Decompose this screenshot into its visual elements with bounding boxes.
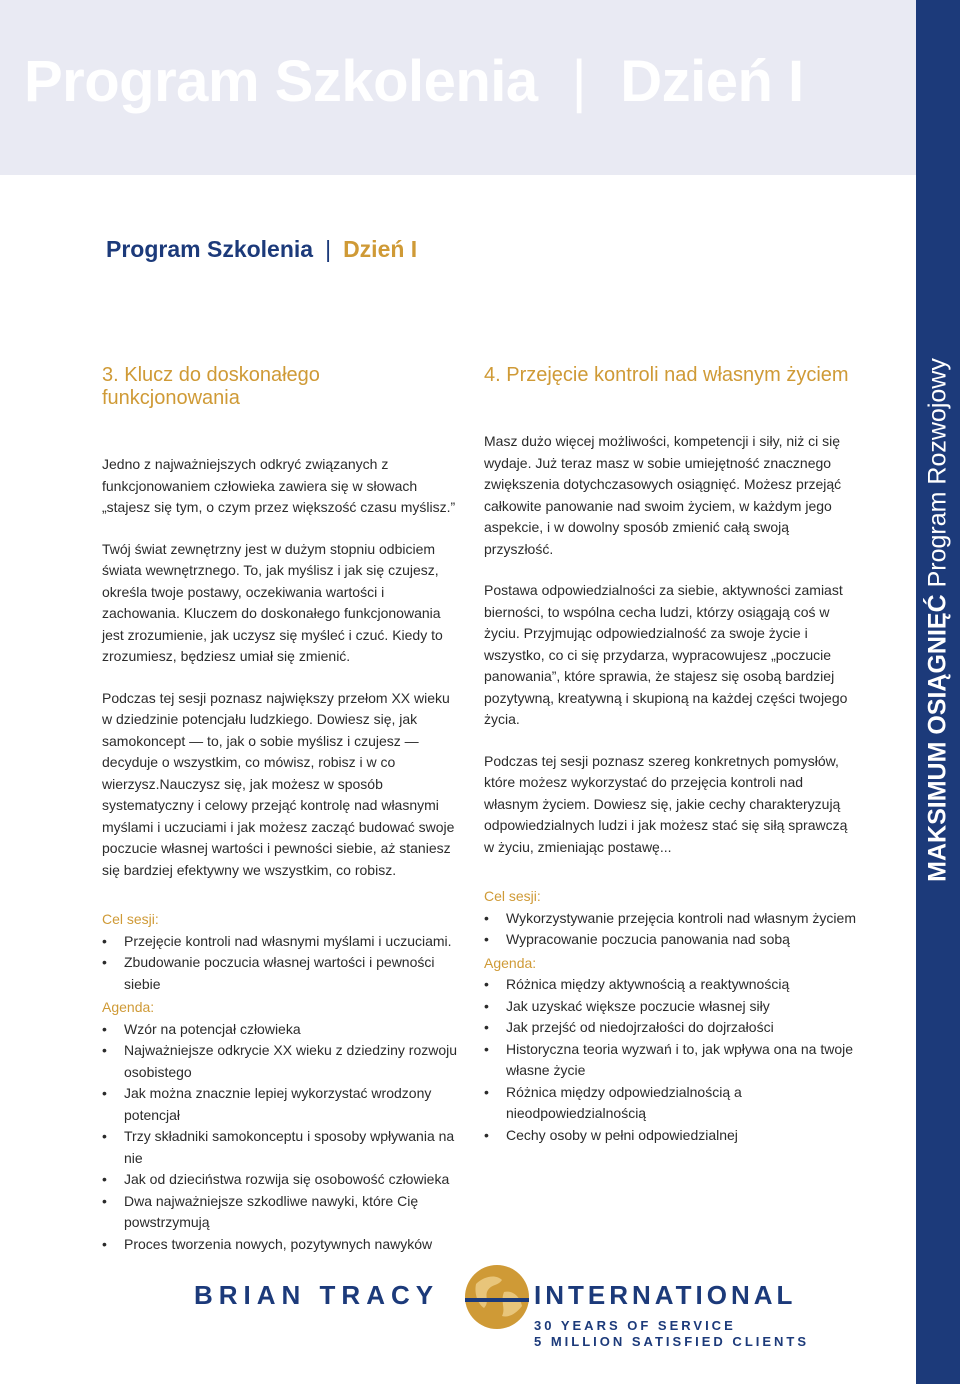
header-title-main: Program Szkolenia [24,49,538,114]
sidebar-label [924,358,953,882]
right-goal-label: Cel sesji: [484,888,541,904]
brand-name-left: BRIAN TRACY [194,1280,440,1310]
header-title [24,48,804,115]
list-item: • Różnica między aktywnością a reaktywnością [484,974,858,996]
header-band [0,0,916,175]
page-title-main: Program Szkolenia [106,236,314,262]
list-item: • Wzór na potencjał człowieka [102,1019,462,1041]
list-item: • Cechy osoby w pełni odpowiedzialnej [484,1125,858,1147]
right-paragraph-1: Masz dużo więcej możliwości, kompetencji i siły, niż ci się wydaje. Już teraz masz w sobie umiejętność znacznego zwiększenia dotychczasowych osiągnięć. Możesz przejąć całkowite panowanie nad swoim życiem, w każdym jego aspekcie, i w dowolny sposób zmienić całą swoją przyszłość. [484,433,842,557]
left-paragraph-1: Jedno z najważniejszych odkryć związanych z funkcjonowaniem człowieka zawiera się w słowach „stajesz się tym, o czym przez większość czasu myślisz.” [102,456,456,515]
left-paragraph-2: Twój świat zewnętrzny jest w dużym stopniu odbiciem świata wewnętrznego. To, jak myślisz i jak się czujesz, określa twoje postawy, oczekiwania wartości i zachowania. Kluczem do doskonałego funkcjonowania jest zrozumienie, jak uczysz się myśleć i czuć. Kiedy to zrozumiesz, będziesz umiał się zmienić. [102,540,443,664]
right-paragraph-3: Podczas tej sesji poznasz szereg konkretnych pomysłów, które możesz wykorzystać do przejęcia kontroli nad własnym życiem. Dowiesz się, jakie cechy charakteryzują odpowiedzialnych ludzi i jak możesz stać się siłą sprawczą w życiu, zmieniając postawę... [484,752,848,855]
sidebar-label-strong: MAKSIMUM OSIĄGNIĘĆ [923,594,952,882]
header-title-day: Dzień I [620,49,804,114]
right-agenda-list [484,974,858,1146]
list-item: • Dwa najważniejsze szkodliwe nawyki, które Cię powstrzymują [102,1191,462,1234]
brand-tagline-1: 30 YEARS OF SERVICE [534,1318,736,1333]
header-title-separator: | [571,49,587,114]
list-item: • Wykorzystywanie przejęcia kontroli nad własnym życiem [484,908,858,930]
right-agenda-label: Agenda: [484,954,537,971]
list-item: • Przejęcie kontroli nad własnymi myślami i uczuciami. [102,931,462,953]
left-goal-label: Cel sesji: [102,911,159,927]
list-item: • Zbudowanie poczucia własnej wartości i pewności siebie [102,952,462,995]
list-item: • Najważniejsze odkrycie XX wieku z dziedziny rozwoju osobistego [102,1040,462,1083]
left-paragraph-3: Podczas tej sesji poznasz największy przełom XX wieku w dziedzinie potencjału ludzkiego. Dowiesz się, jak samokoncept — to, jak o sobie myślisz i czujesz — decyduje o wszystkim, co mówisz, robisz i w co wierzysz.Nauczysz się, jak możesz w sposób systematyczny i celowy przejąć kontrolę nad własnymi myślami i uczuciami i jak możesz zacząć budować swoje poczucie własnej wartości i pewności siebie, aż staniesz się bardziej efektywny we wszystkim, co robisz. [102,689,455,878]
brand-name-right: INTERNATIONAL [534,1280,797,1310]
list-item: • Jak od dzieciństwa rozwija się osobowość człowieka [102,1169,462,1191]
page-title-day: Dzień I [343,236,418,262]
left-agenda-list [102,1019,462,1256]
sidebar-label-normal: Program Rozwojowy [923,358,952,588]
list-item: • Wypracowanie poczucia panowania nad sobą [484,929,858,951]
left-agenda-label: Agenda: [102,999,155,1015]
page-title [106,236,417,263]
list-item: • Jak można znacznie lepiej wykorzystać wrodzony potencjał [102,1083,462,1126]
list-item: • Różnica między odpowiedzialnością a nieodpowiedzialnością [484,1082,858,1125]
right-section-title: 4. Przejęcie kontroli nad własnym życiem [484,364,849,386]
left-goal-list [102,931,462,996]
left-section-title: 3. Klucz do doskonałego funkcjonowania [102,364,320,409]
list-item: • Trzy składniki samokonceptu i sposoby wpływania na nie [102,1126,462,1169]
list-item: • Jak przejść od niedojrzałości do dojrzałości [484,1017,858,1039]
right-column [484,364,858,1148]
right-paragraph-2: Postawa odpowiedzialności za siebie, aktywności zamiast bierności, to wspólna cecha ludzi, którzy osiągają coś w życiu. Przyjmując odpowiedzialność za swoje życie i wszystko, co ci się przydarza, wypracowujesz „poczucie panowania”, które sprawia, że stajesz się osobą bardziej pozytywną, kreatywną i skupioną na każdej części twojego życia. [484,582,848,727]
page-title-separator: | [325,236,332,262]
brand-tagline-2: 5 MILLION SATISFIED CLIENTS [534,1334,810,1349]
list-item: • Proces tworzenia nowych, pozytywnych nawyków [102,1234,462,1256]
list-item: • Historyczna teoria wyzwań i to, jak wpływa ona na twoje własne życie [484,1039,858,1082]
left-column [102,364,462,1257]
brand-logo [194,1262,814,1352]
globe-icon [462,1262,532,1332]
list-item: • Jak uzyskać większe poczucie własnej siły [484,996,858,1018]
right-goal-list [484,908,858,951]
